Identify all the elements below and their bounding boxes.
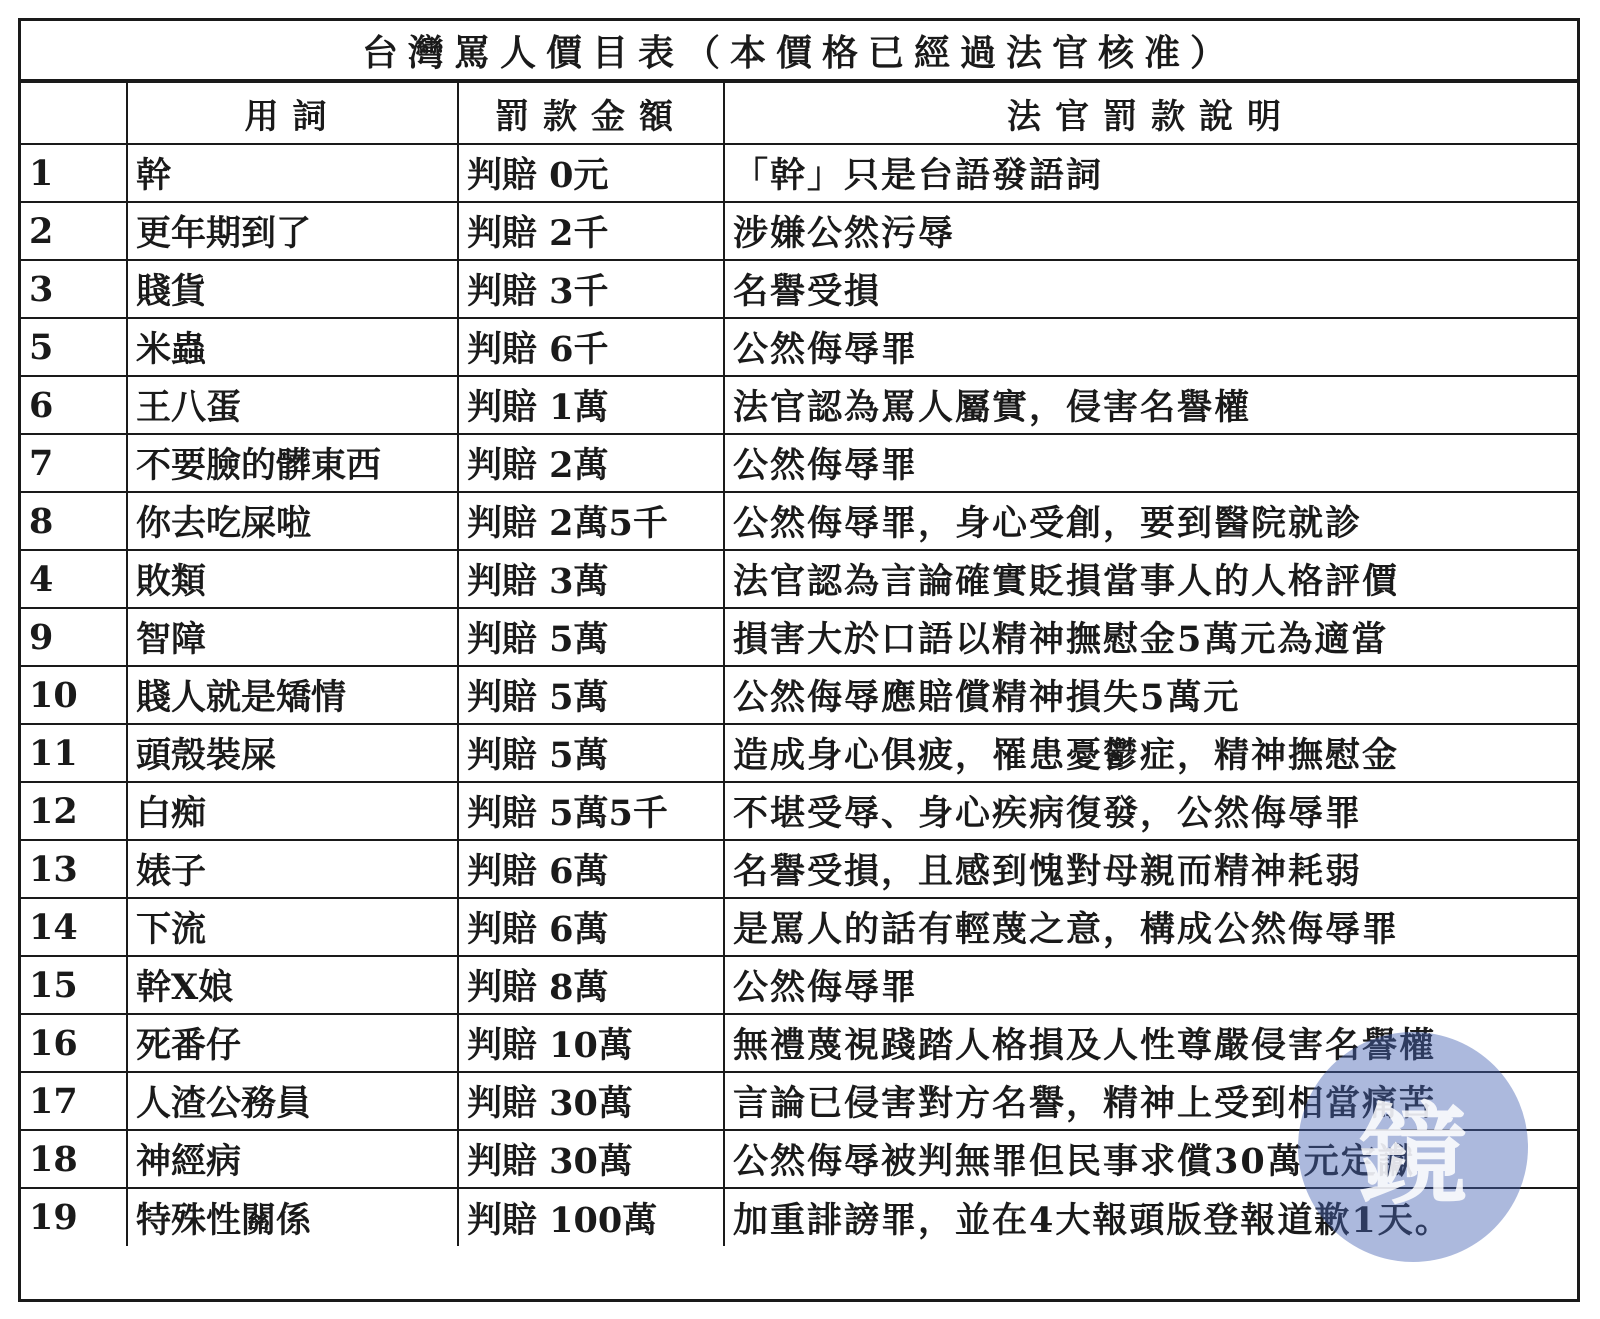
row-note: 公然侮辱罪 xyxy=(724,956,1577,1014)
row-term: 王八蛋 xyxy=(127,376,458,434)
table-row xyxy=(21,550,1577,608)
row-fine: 判賠 5萬 xyxy=(458,608,724,666)
row-fine: 判賠 0元 xyxy=(458,144,724,202)
watermark-label: 鏡 xyxy=(1358,1092,1468,1220)
row-fine: 判賠 10萬 xyxy=(458,1014,724,1072)
table-title: 台灣罵人價目表（本價格已經過法官核准） xyxy=(21,21,1577,81)
header-fine: 罰款金額 xyxy=(458,82,724,144)
row-number: 8 xyxy=(21,492,127,550)
table-row xyxy=(21,724,1577,782)
row-number: 10 xyxy=(21,666,127,724)
row-fine: 判賠 3千 xyxy=(458,260,724,318)
row-fine: 判賠 2萬5千 xyxy=(458,492,724,550)
row-number: 9 xyxy=(21,608,127,666)
row-number: 12 xyxy=(21,782,127,840)
row-number: 16 xyxy=(21,1014,127,1072)
header-note: 法官罰款說明 xyxy=(724,82,1577,144)
row-number: 13 xyxy=(21,840,127,898)
table-row xyxy=(21,898,1577,956)
row-fine: 判賠 100萬 xyxy=(458,1188,724,1246)
row-term: 賤人就是矯情 xyxy=(127,666,458,724)
table-row xyxy=(21,782,1577,840)
row-fine: 判賠 30萬 xyxy=(458,1072,724,1130)
row-term: 你去吃屎啦 xyxy=(127,492,458,550)
mirror-media-watermark-logo xyxy=(1298,1032,1528,1262)
row-note: 「幹」只是台語發語詞 xyxy=(724,144,1577,202)
header-term: 用詞 xyxy=(127,82,458,144)
row-term: 米蟲 xyxy=(127,318,458,376)
row-note: 名譽受損 xyxy=(724,260,1577,318)
row-note: 公然侮辱被判無罪但民事求償30萬元定讞 xyxy=(724,1130,1577,1188)
row-fine: 判賠 5萬 xyxy=(458,666,724,724)
row-number: 5 xyxy=(21,318,127,376)
row-term: 賤貨 xyxy=(127,260,458,318)
row-term: 幹X娘 xyxy=(127,956,458,1014)
row-note: 公然侮辱罪，身心受創，要到醫院就診 xyxy=(724,492,1577,550)
row-number: 11 xyxy=(21,724,127,782)
row-fine: 判賠 6萬 xyxy=(458,840,724,898)
row-note: 造成身心俱疲，罹患憂鬱症，精神撫慰金 xyxy=(724,724,1577,782)
row-fine: 判賠 2千 xyxy=(458,202,724,260)
table-row xyxy=(21,492,1577,550)
table-row xyxy=(21,202,1577,260)
row-number: 14 xyxy=(21,898,127,956)
row-number: 15 xyxy=(21,956,127,1014)
table-row xyxy=(21,260,1577,318)
row-note: 法官認為言論確實貶損當事人的人格評價 xyxy=(724,550,1577,608)
row-term: 婊子 xyxy=(127,840,458,898)
row-fine: 判賠 6萬 xyxy=(458,898,724,956)
row-note: 涉嫌公然污辱 xyxy=(724,202,1577,260)
row-number: 4 xyxy=(21,550,127,608)
row-fine: 判賠 1萬 xyxy=(458,376,724,434)
row-note: 加重誹謗罪，並在4大報頭版登報道歉1天。 xyxy=(724,1188,1577,1246)
row-note: 損害大於口語以精神撫慰金5萬元為適當 xyxy=(724,608,1577,666)
row-term: 不要臉的髒東西 xyxy=(127,434,458,492)
row-note: 法官認為罵人屬實，侵害名譽權 xyxy=(724,376,1577,434)
row-term: 敗類 xyxy=(127,550,458,608)
row-number: 6 xyxy=(21,376,127,434)
row-number: 3 xyxy=(21,260,127,318)
row-note: 公然侮辱罪 xyxy=(724,434,1577,492)
table-row xyxy=(21,318,1577,376)
row-number: 1 xyxy=(21,144,127,202)
row-term: 智障 xyxy=(127,608,458,666)
row-note: 不堪受辱、身心疾病復發，公然侮辱罪 xyxy=(724,782,1577,840)
row-number: 7 xyxy=(21,434,127,492)
table-row xyxy=(21,376,1577,434)
header-no xyxy=(21,82,127,144)
row-note: 無禮蔑視踐踏人格損及人性尊嚴侵害名譽權 xyxy=(724,1014,1577,1072)
table-row xyxy=(21,608,1577,666)
row-number: 19 xyxy=(21,1188,127,1246)
row-note: 公然侮辱罪 xyxy=(724,318,1577,376)
row-fine: 判賠 30萬 xyxy=(458,1130,724,1188)
table-row xyxy=(21,840,1577,898)
table-row xyxy=(21,144,1577,202)
row-term: 特殊性關係 xyxy=(127,1188,458,1246)
row-term: 更年期到了 xyxy=(127,202,458,260)
row-term: 下流 xyxy=(127,898,458,956)
row-number: 17 xyxy=(21,1072,127,1130)
row-term: 頭殼裝屎 xyxy=(127,724,458,782)
row-fine: 判賠 3萬 xyxy=(458,550,724,608)
row-note: 公然侮辱應賠償精神損失5萬元 xyxy=(724,666,1577,724)
row-fine: 判賠 5萬5千 xyxy=(458,782,724,840)
row-note: 言論已侵害對方名譽，精神上受到相當痛苦 xyxy=(724,1072,1577,1130)
row-note: 是罵人的話有輕蔑之意，構成公然侮辱罪 xyxy=(724,898,1577,956)
table-row xyxy=(21,666,1577,724)
row-number: 2 xyxy=(21,202,127,260)
row-term: 人渣公務員 xyxy=(127,1072,458,1130)
row-term: 死番仔 xyxy=(127,1014,458,1072)
table-row xyxy=(21,434,1577,492)
header-row xyxy=(21,82,1577,144)
row-fine: 判賠 6千 xyxy=(458,318,724,376)
row-fine: 判賠 8萬 xyxy=(458,956,724,1014)
row-note: 名譽受損，且感到愧對母親而精神耗弱 xyxy=(724,840,1577,898)
row-term: 神經病 xyxy=(127,1130,458,1188)
row-fine: 判賠 5萬 xyxy=(458,724,724,782)
row-fine: 判賠 2萬 xyxy=(458,434,724,492)
row-term: 白痴 xyxy=(127,782,458,840)
row-term: 幹 xyxy=(127,144,458,202)
row-number: 18 xyxy=(21,1130,127,1188)
table-row xyxy=(21,956,1577,1014)
